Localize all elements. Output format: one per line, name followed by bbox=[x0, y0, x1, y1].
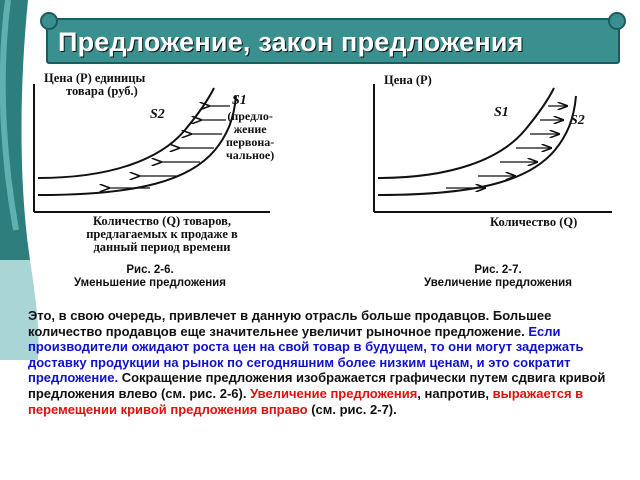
left-x-axis-label bbox=[52, 215, 272, 254]
left-s1-note-line4: чальное) bbox=[226, 148, 275, 162]
right-caption bbox=[378, 264, 618, 290]
right-axes bbox=[374, 84, 612, 212]
left-shift-arrows bbox=[110, 106, 230, 188]
left-x-label-line1: Количество (Q) товаров, bbox=[92, 214, 232, 228]
body-text-intro: Это, в свою очередь, привлечет в данную отрасль больше продавцов. Большее количество продавцов еще значительнее увеличит рыночное предложение. bbox=[28, 308, 552, 339]
body-text-expectations: Если производители ожидают роста цен на свой товар в будущем, то они могут задержать доставку продукции на рынок по сегодняшним более низким ценам, и это сократит предложение. bbox=[28, 323, 584, 386]
left-s1-label: S1 bbox=[232, 93, 247, 108]
left-x-label-line2: предлагаемых к продаже в bbox=[86, 227, 238, 241]
left-caption-line2: Уменьшение предложения bbox=[74, 277, 226, 289]
left-s1-note-line1: (предло- bbox=[227, 109, 273, 123]
left-caption bbox=[30, 264, 270, 290]
left-s2-label: S2 bbox=[150, 107, 165, 122]
right-caption-line1: Рис. 2-7. bbox=[474, 264, 522, 276]
slide-title: Предложение, закон предложения bbox=[58, 27, 524, 57]
body-text-decrease: Сокращение предложения изображается графически путем сдвига кривой предложения влево (см. рис. 2-6). bbox=[28, 370, 606, 401]
right-curve-s1 bbox=[378, 88, 554, 178]
right-caption-line2: Увеличение предложения bbox=[424, 277, 572, 289]
right-curve-s2 bbox=[378, 96, 576, 195]
right-s2-label: S2 bbox=[570, 113, 585, 128]
body-text-increase-term: Увеличение предложения bbox=[250, 385, 418, 401]
right-x-axis-label: Количество (Q) bbox=[490, 215, 578, 229]
right-s1-label: S1 bbox=[494, 105, 509, 120]
left-s1-note bbox=[226, 110, 274, 162]
left-curve-s1 bbox=[38, 96, 236, 195]
left-y-label-line1: Цена (P) единицы bbox=[44, 71, 146, 85]
body-text-shift-right: выражается в перемещении кривой предложения вправо bbox=[28, 385, 584, 417]
left-y-label-line2: товара (руб.) bbox=[66, 84, 138, 98]
left-s1-note-line2: жение bbox=[233, 122, 267, 136]
left-s1-note-line3: первона- bbox=[226, 135, 275, 149]
left-caption-line1: Рис. 2-6. bbox=[126, 264, 174, 276]
body-paragraph bbox=[28, 308, 613, 417]
body-text-conversely: , напротив, bbox=[417, 385, 493, 401]
body-text-ref: (см. рис. 2-7). bbox=[307, 401, 397, 417]
left-curve-s2 bbox=[38, 88, 214, 178]
right-y-axis-label: Цена (P) bbox=[384, 73, 432, 87]
left-x-label-line3: данный период времени bbox=[93, 240, 231, 254]
